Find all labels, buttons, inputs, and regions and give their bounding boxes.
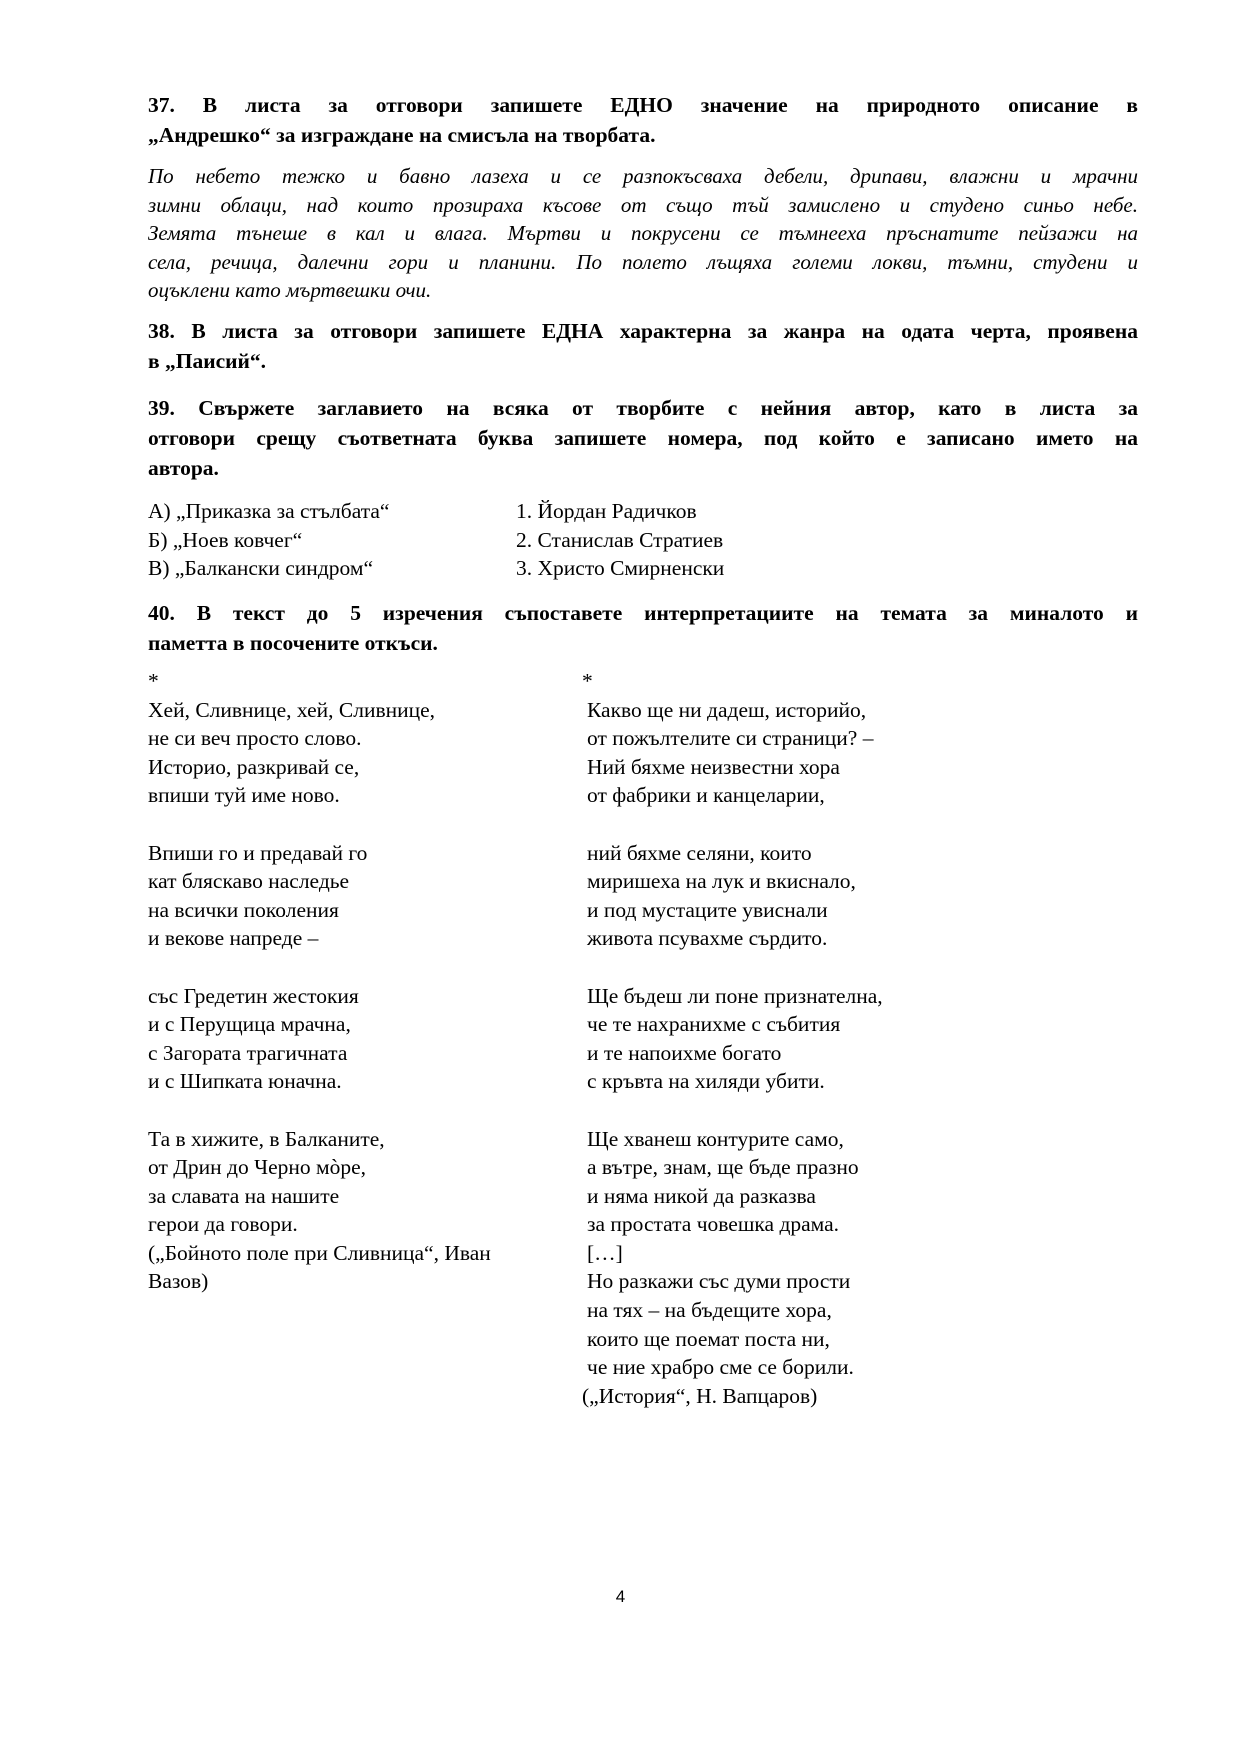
poem-line: Какво ще ни дадеш, историйо, (587, 697, 867, 722)
question-37-title-line: „Андрешко“ за изграждане на смисъла на творбата. (148, 123, 656, 147)
excerpt-line: По небето тежко и бавно лазеха и се разпокъсваха дебели, дрипави, влажни и мрачни (148, 164, 1138, 188)
stanza-gap (587, 810, 1082, 839)
question-38-title-line: 38. В листа за отговори запишете ЕДНА характерна за жанра на одата черта, проявена (148, 319, 1138, 343)
question-40 (148, 598, 1138, 658)
poem-right (582, 667, 1082, 1410)
poem-line: и под мустаците увиснали (587, 897, 828, 922)
poem-line: миришеха на лук и вкиснало, (587, 869, 856, 894)
poem-line: герои да говори. (148, 1212, 298, 1237)
question-39-title-line: отговори срещу съответната буква запишете номера, под който е записано името на (148, 426, 1138, 450)
poem-right-body (582, 696, 1082, 1382)
poem-line: и с Перущица мрачна, (148, 1012, 351, 1037)
poem-line: и няма никой да разказва (587, 1183, 816, 1208)
poem-line: за славата на нашите (148, 1183, 340, 1208)
work-title: Б) „Ноев ковчег“ (148, 527, 303, 552)
poem-marker: * (148, 669, 159, 693)
poem-line: Та в хижите, в Балканите, (148, 1126, 385, 1151)
question-39-title (148, 393, 1138, 483)
poem-line: впиши туй име ново. (148, 783, 340, 808)
poem-line: кат бляскаво наследье (148, 869, 350, 894)
poem-source: Вазов) (148, 1269, 209, 1294)
poem-line: че ние храбро сме се борили. (587, 1355, 854, 1380)
question-39-title-line: 39. Свържете заглавието на всяка от творбите с нейния автор, като в листа за (148, 396, 1138, 420)
excerpt-line: села, речица, далечни гори и планини. По полето лъщяха големи локви, тъмни, студени и (148, 249, 1138, 274)
poem-line: не си веч просто слово. (148, 726, 362, 751)
poem-line: ний бяхме селяни, които (587, 840, 812, 865)
poem-line: от фабрики и канцеларии, (587, 783, 825, 808)
poem-line: на тях – на бъдещите хора, (587, 1298, 832, 1323)
question-37 (148, 90, 1138, 305)
author-name: 3. Христо Смирненски (516, 556, 725, 580)
stanza-gap (148, 1096, 618, 1125)
poem-line: от пожълтелите си страници? – (587, 726, 874, 751)
poem-line: и те напоихме богато (587, 1040, 782, 1065)
poem-source: („Бойното поле при Сливница“, Иван (148, 1240, 491, 1265)
excerpt-line: оцъклени като мъртвешки очи. (148, 278, 432, 302)
matching-row (148, 497, 1138, 526)
poem-line: Ний бяхме неизвестни хора (587, 754, 840, 779)
excerpt-line: Земята тънеше в кал и влага. Мъртви и покрусени се тъмнееха пръснатите пейзажи на (148, 221, 1138, 245)
poem-line: а вътре, знам, ще бъде празно (587, 1155, 859, 1180)
poem-line: Ще хванеш контурите само, (587, 1126, 844, 1151)
poem-left (148, 667, 618, 1296)
author-name: 1. Йордан Радичков (516, 499, 697, 523)
poem-marker: * (582, 669, 593, 693)
poem-line: Но разкажи със думи прости (587, 1269, 851, 1294)
poem-line: които ще поемат поста ни, (587, 1326, 830, 1351)
poem-line: Хей, Сливнице, хей, Сливнице, (148, 697, 436, 722)
question-37-title (148, 90, 1138, 150)
author-name: 2. Станислав Стратиев (516, 527, 724, 552)
poem-line: от Дрин до Черно мòре, (148, 1155, 367, 1180)
poem-line: за простата човешка драма. (587, 1212, 840, 1237)
poem-source: („История“, Н. Вапцаров) (582, 1383, 818, 1408)
question-38-title-line: в „Паисий“. (148, 349, 267, 373)
question-40-title (148, 598, 1138, 658)
poem-line: че те нахранихме с събития (587, 1012, 841, 1037)
question-39 (148, 393, 1138, 483)
question-37-excerpt (148, 162, 1138, 305)
stanza-gap (587, 953, 1082, 982)
poem-line: и с Шипката юначна. (148, 1069, 342, 1094)
poem-line: Ще бъдеш ли поне признателна, (587, 983, 883, 1008)
question-37-title-line: 37. В листа за отговори запишете ЕДНО значение на природното описание в (148, 93, 1138, 117)
poem-line: на всички поколения (148, 897, 339, 922)
question-38 (148, 316, 1138, 376)
question-38-title (148, 316, 1138, 376)
question-40-title-line: паметта в посочените откъси. (148, 631, 438, 655)
poem-line: и векове напреде – (148, 926, 319, 951)
stanza-gap (587, 1096, 1082, 1125)
stanza-gap (148, 953, 618, 982)
matching-table (148, 497, 1138, 583)
question-40-title-line: 40. В текст до 5 изречения съпоставете интерпретациите на темата за миналото и (148, 601, 1138, 625)
work-title: А) „Приказка за стълбата“ (148, 499, 390, 523)
matching-row (148, 554, 1138, 583)
page-number: 4 (615, 1587, 626, 1606)
stanza-gap (148, 810, 618, 839)
poem-line: живота псувахме сърдито. (587, 926, 828, 951)
poem-line: Историо, разкривай се, (148, 754, 360, 779)
work-title: В) „Балкански синдром“ (148, 556, 373, 580)
matching-row (148, 526, 1138, 555)
poem-line: Впиши го и предавай го (148, 840, 368, 865)
poem-line: с кръвта на хиляди убити. (587, 1069, 825, 1094)
poem-ellipsis: […] (587, 1240, 623, 1265)
excerpt-line: зимни облаци, над които прозираха късове от също тъй замислено и студено синьо небе. (148, 192, 1138, 217)
question-39-title-line: автора. (148, 456, 219, 480)
poem-line: със Гредетин жестокия (148, 983, 359, 1008)
poem-line: с Загората трагичната (148, 1040, 348, 1065)
